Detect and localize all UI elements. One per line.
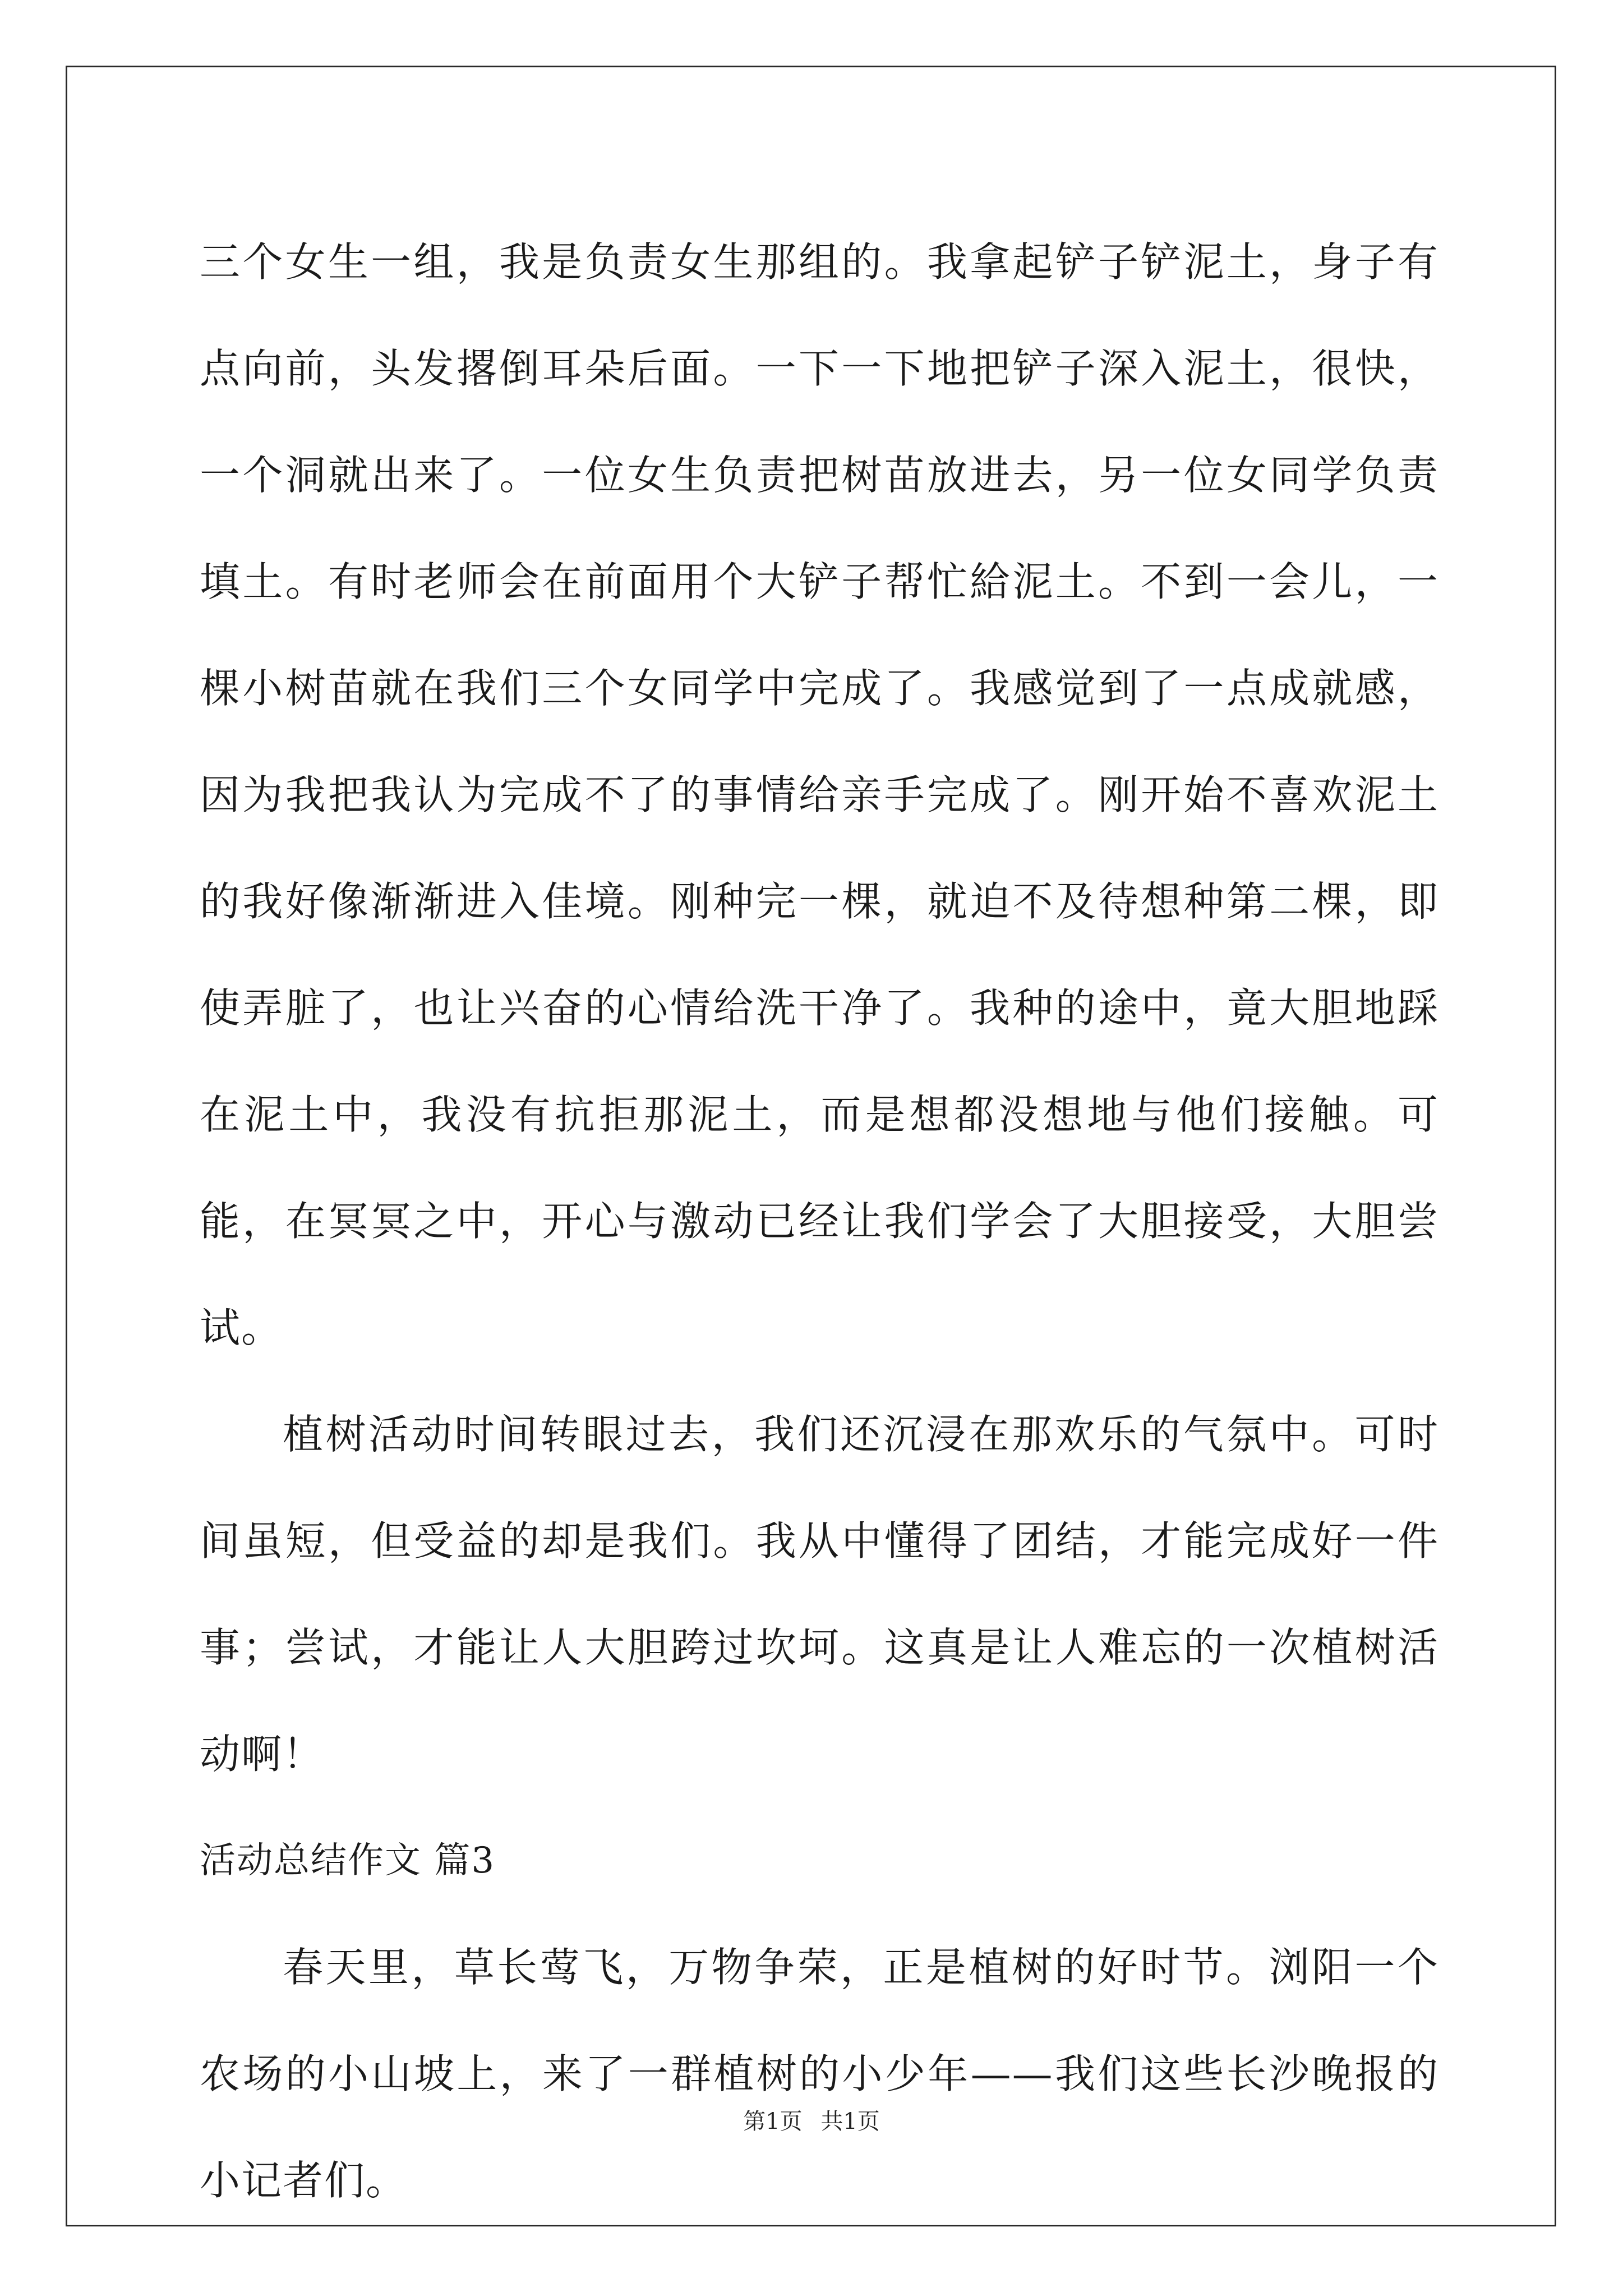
page-number-current: 第1页	[743, 2109, 803, 2134]
page-number-total: 共1页	[820, 2109, 880, 2134]
paragraph-1: 三个女生一组，我是负责女生那组的。我拿起铲子铲泥土，身子有点向前，头发撂倒耳朵后面。一下一下地把铲子深入泥土，很快，一个洞就出来了。一位女生负责把树苗放进去，另一位女同学负责填土。有时老师会在前面用个大铲子帮忙給泥土。不到一会儿，一棵小树苗就在我们三个女同学中完成了。我感觉到了一点成就感，因为我把我认为完成不了的事情给亲手完成了。刚开始不喜欢泥土的我好像渐渐进入佳境。刚种完一棵，就迫不及待想种第二棵，即使弄脏了，也让兴奋的心情给洗干净了。我种的途中，竟大胆地踩在泥土中，我没有抗拒那泥土，而是想都没想地与他们接触。可能，在冥冥之中，开心与激动已经让我们学会了大胆接受，大胆尝试。	[200, 238, 1439, 1351]
document-body	[200, 209, 1439, 2234]
section-heading: 活动总结作文 篇3	[200, 1840, 496, 1881]
paragraph-3: 春天里，草长莺飞，万物争荣，正是植树的好时节。浏阳一个农场的小山坡上，来了一群植树的小少年——我们这些长沙晚报的小记者们。	[200, 1944, 1439, 2204]
paragraph-2: 植树活动时间转眼过去，我们还沉浸在那欢乐的气氛中。可时间虽短，但受益的却是我们。我从中懂得了团结，才能完成好一件事；尝试，才能让人大胆跨过坎坷。这真是让人难忘的一次植树活动啊！	[200, 1411, 1439, 1778]
page-footer	[0, 2104, 1623, 2136]
